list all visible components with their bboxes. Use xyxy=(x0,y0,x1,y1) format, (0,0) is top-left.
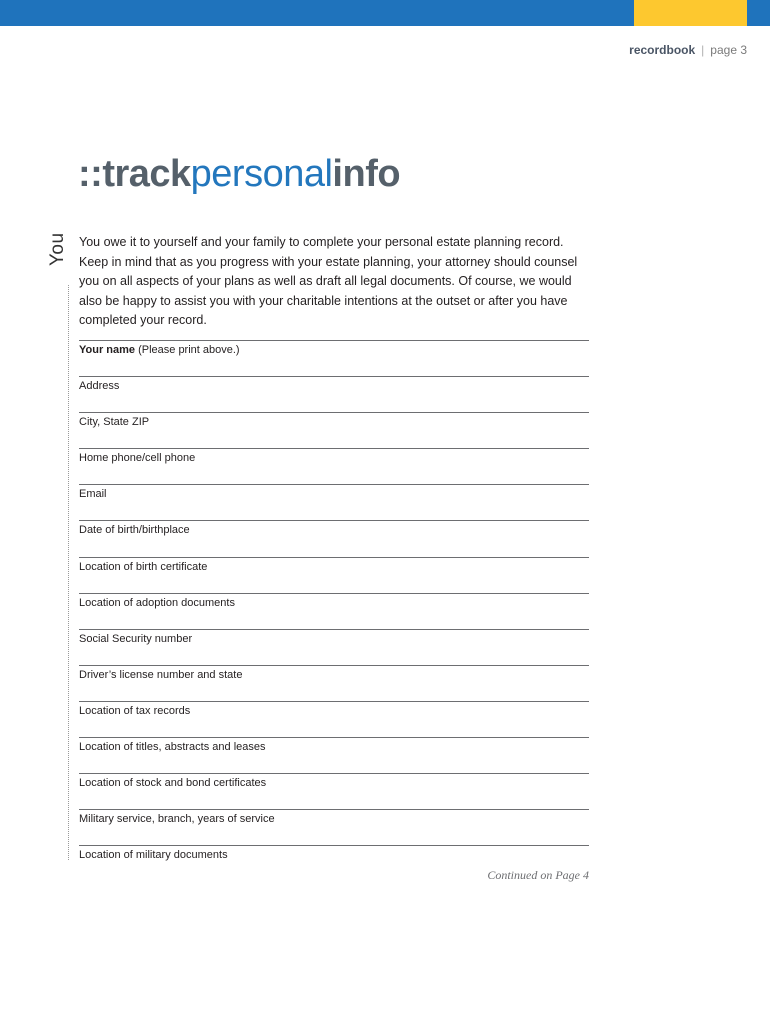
form-field-tax-records[interactable] xyxy=(79,701,589,737)
section-title xyxy=(78,151,400,197)
form-field-email[interactable] xyxy=(79,484,589,520)
field-label: Military service, branch, years of service xyxy=(79,813,275,826)
header-separator: | xyxy=(701,43,705,57)
title-info: info xyxy=(332,153,401,195)
side-section-label: You xyxy=(47,232,68,266)
form-field-birth-certificate[interactable] xyxy=(79,557,589,593)
form-field-drivers-license[interactable] xyxy=(79,665,589,701)
field-label: Home phone/cell phone xyxy=(79,452,196,465)
title-prefix: :: xyxy=(78,153,103,195)
form-field-phone[interactable] xyxy=(79,448,589,484)
form-field-birth[interactable] xyxy=(79,520,589,556)
field-label: Location of tax records xyxy=(79,704,191,717)
book-title: recordbook xyxy=(629,43,696,57)
form-field-address[interactable] xyxy=(79,376,589,412)
field-label: Location of birth certificate xyxy=(79,560,208,573)
form-fields xyxy=(79,340,589,881)
form-field-name[interactable] xyxy=(79,340,589,376)
title-track: track xyxy=(102,153,191,195)
form-field-titles[interactable] xyxy=(79,737,589,773)
field-label: Social Security number xyxy=(79,632,193,645)
field-label: Email xyxy=(79,488,107,501)
page-number: page 3 xyxy=(710,43,747,57)
intro-paragraph: You owe it to yourself and your family to complete your personal estate planning record. Keep in mind that as you progress with your estate planning, your attorney should counsel you on all aspects of your plans as well as draft all legal documents. Of course, we would also be happy to assist you with your charitable intentions at the outset or after you have completed your record. xyxy=(79,235,578,327)
field-label: Driver’s license number and state xyxy=(79,668,243,681)
field-label: Date of birth/birthplace xyxy=(79,524,190,537)
field-label: Address xyxy=(79,380,120,393)
field-label: Location of military documents xyxy=(79,849,228,862)
title-personal: personal xyxy=(190,153,333,195)
form-field-stock-bond[interactable] xyxy=(79,773,589,809)
top-accent-block xyxy=(634,0,747,26)
page-header xyxy=(629,43,747,57)
field-label: Location of stock and bond certificates xyxy=(79,777,267,790)
field-label-bold: Your name xyxy=(79,344,136,356)
continued-note: Continued on Page 4 xyxy=(487,868,589,882)
form-field-adoption-documents[interactable] xyxy=(79,593,589,629)
form-field-city-state-zip[interactable] xyxy=(79,412,589,448)
dotted-divider xyxy=(68,285,69,860)
field-label xyxy=(79,341,589,356)
field-label: Location of adoption documents xyxy=(79,596,235,609)
field-label: City, State ZIP xyxy=(79,416,150,429)
form-field-military-service[interactable] xyxy=(79,809,589,845)
field-label-note: (Please print above.) xyxy=(135,344,240,356)
form-field-ssn[interactable] xyxy=(79,629,589,665)
field-label: Location of titles, abstracts and leases xyxy=(79,741,266,754)
